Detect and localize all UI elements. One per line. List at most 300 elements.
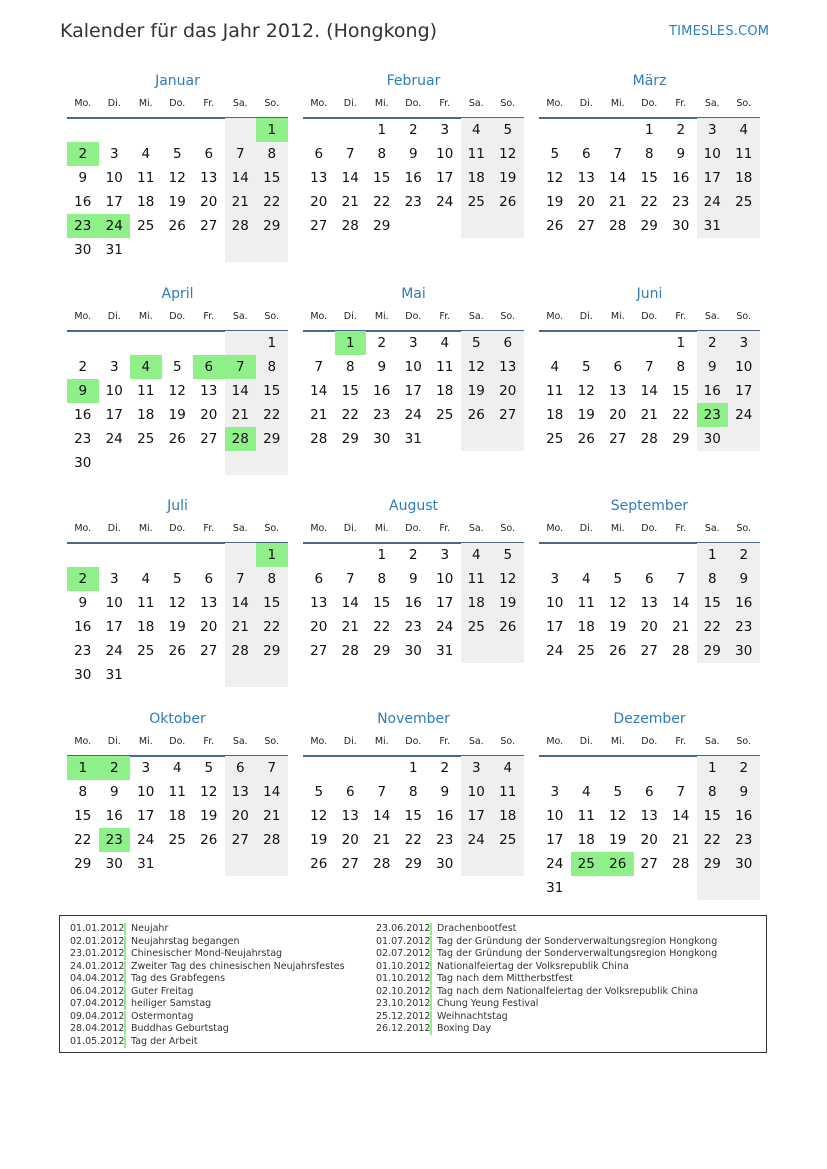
calendar-day: 6 [644,784,654,800]
calendar-day: 4 [461,543,493,567]
calendar-day: 17 [697,166,729,190]
calendar-day: 19 [609,832,627,848]
calendar-day: 12 [310,808,328,824]
calendar-day: 13 [200,383,218,399]
calendar-day: 7 [644,359,654,375]
calendar-day: 14 [341,170,359,186]
weekday-header: Do. [405,736,422,747]
weekday-header: Mo. [74,98,92,109]
calendar-day: 12 [168,383,186,399]
calendar-day: 3 [109,146,119,162]
weekday-header: Sa. [704,523,720,534]
calendar-day: 24 [105,643,123,659]
calendar-day: 20 [200,619,218,635]
calendar-day: 24 [137,832,155,848]
holiday-date: 06.04.2012 [70,985,125,997]
holiday-date: 01.05.2012 [70,1035,125,1047]
holiday-name: Ostermontag [131,1010,194,1022]
calendar-day: 7 [377,784,387,800]
weekday-header: Do. [641,736,658,747]
calendar-day: 27 [492,403,524,427]
calendar-day: 11 [137,170,155,186]
holiday-date: 04.04.2012 [70,973,125,984]
weekday-header: Mo. [546,311,564,322]
month-name: Juni [636,286,663,302]
calendar-day: 11 [461,567,493,591]
calendar-day: 13 [200,595,218,611]
calendar-day: 27 [609,431,627,447]
calendar-day: 28 [256,828,288,852]
calendar-day: 19 [168,407,186,423]
calendar-day: 19 [609,619,627,635]
weekday-header: Fr. [203,311,215,322]
calendar-day: 9 [697,355,729,379]
holiday-marker [430,986,432,998]
calendar-day: 23 [404,194,422,210]
holiday-date: 23.06.2012 [376,923,431,934]
calendar-day: 28 [341,643,359,659]
weekend-blank [225,451,257,475]
weekend-blank [225,543,257,567]
weekday-header: So. [500,736,516,747]
calendar-day: 8 [78,784,88,800]
holiday-date: 28.04.2012 [70,1023,125,1034]
calendar-day: 22 [74,832,92,848]
calendar-day: 1 [644,122,654,138]
holiday-date: 24.01.2012 [70,960,125,972]
calendar-day: 21 [672,832,690,848]
holiday-day: 23 [697,403,729,427]
calendar-day: 24 [461,828,493,852]
calendar-day: 27 [341,856,359,872]
calendar-day: 6 [314,146,324,162]
calendar-day: 4 [172,760,182,776]
calendar-day: 6 [492,331,524,355]
holiday-day: 2 [67,142,99,166]
calendar-day: 31 [697,214,729,238]
calendar-day: 10 [137,784,155,800]
weekend-blank [728,427,760,451]
calendar-day: 18 [728,166,760,190]
calendar-day: 20 [640,619,658,635]
calendar-day: 16 [697,379,729,403]
calendar-day: 29 [341,431,359,447]
calendar-day: 9 [728,567,760,591]
calendar-day: 3 [550,571,560,587]
weekday-header: Fr. [439,523,451,534]
calendar-day: 12 [492,567,524,591]
calendar-day: 30 [697,427,729,451]
calendar-day: 24 [404,407,422,423]
holiday-date: 23.01.2012 [70,948,125,959]
month-name: Mai [401,286,426,302]
calendar-day: 31 [546,880,564,896]
calendar-day: 7 [613,146,623,162]
calendar-day: 9 [440,784,450,800]
month-juli [67,498,288,698]
calendar-day: 16 [728,591,760,615]
holiday-name: Chinesischer Mond-Neujahrstag [131,948,283,959]
weekday-header: Mi. [610,523,625,534]
calendar-day: 17 [546,832,564,848]
calendar-day: 28 [640,431,658,447]
holiday-marker [430,948,432,960]
calendar-day: 6 [644,571,654,587]
calendar-day: 5 [204,760,214,776]
calendar-day: 30 [373,431,391,447]
weekday-header: So. [264,311,280,322]
weekday-header: Fr. [675,736,687,747]
calendar-day: 29 [697,639,729,663]
holiday-name: Boxing Day [437,1023,492,1034]
holiday-name: Buddhas Geburtstag [131,1023,229,1034]
calendar-day: 27 [640,643,658,659]
calendar-day: 14 [310,383,328,399]
calendar-day: 6 [225,756,257,780]
calendar-day: 2 [78,359,88,375]
weekday-header: So. [264,736,280,747]
calendar-day: 12 [492,142,524,166]
calendar-day: 25 [436,407,454,423]
calendar-day: 26 [200,832,218,848]
calendar-day: 21 [225,403,257,427]
calendar-day: 17 [546,619,564,635]
holiday-marker [124,1011,126,1023]
calendar-day: 4 [492,756,524,780]
calendar-day: 16 [728,804,760,828]
calendar-day: 28 [373,856,391,872]
calendar-day: 22 [256,615,288,639]
calendar-day: 18 [436,383,454,399]
holiday-list [59,915,767,1053]
calendar-day: 1 [377,122,387,138]
holiday-day: 9 [67,379,99,403]
holiday-name: heiliger Samstag [131,998,212,1009]
weekday-header: Di. [343,98,357,109]
holiday-date: 01.07.2012 [376,935,431,947]
weekday-header: Sa. [704,98,720,109]
calendar-day: 22 [373,194,391,210]
calendar-day: 3 [461,756,493,780]
weekday-header: So. [500,523,516,534]
brand-link[interactable]: TIMESLES.COM [669,24,770,39]
calendar-day: 19 [577,407,595,423]
calendar-day: 21 [310,407,328,423]
calendar-day: 13 [341,808,359,824]
weekday-header: Sa. [704,311,720,322]
holiday-day: 7 [225,355,257,379]
calendar-day: 30 [404,643,422,659]
calendar-day: 11 [436,359,454,375]
calendar-day: 16 [74,194,92,210]
weekday-header: Mi. [138,98,153,109]
calendar-day: 8 [408,784,418,800]
calendar-day: 13 [310,170,328,186]
calendar-day: 20 [609,407,627,423]
holiday-marker [124,1036,126,1048]
weekday-header: Di. [579,736,593,747]
weekend-blank [256,852,288,876]
calendar-day: 22 [697,828,729,852]
holiday-marker [430,1011,432,1023]
holiday-name: Guter Freitag [131,985,194,997]
calendar-day: 4 [581,784,591,800]
weekend-blank [728,876,760,900]
calendar-day: 15 [404,808,422,824]
calendar-day: 15 [640,170,658,186]
calendar-day: 30 [74,242,92,258]
calendar-day: 12 [577,383,595,399]
weekday-header: Mo. [546,98,564,109]
calendar-day: 7 [676,571,686,587]
calendar-day: 10 [436,146,454,162]
calendar-day: 23 [728,828,760,852]
holiday-date: 09.04.2012 [70,1010,125,1022]
calendar-day: 16 [373,383,391,399]
weekday-header: Fr. [439,736,451,747]
holiday-marker [124,936,126,948]
calendar-day: 9 [408,146,418,162]
calendar-day: 24 [436,619,454,635]
calendar-day: 14 [341,595,359,611]
calendar-day: 15 [74,808,92,824]
weekday-header: Fr. [203,523,215,534]
weekend-blank [461,214,493,238]
weekday-header: Mi. [138,311,153,322]
holiday-name: Neujahr [131,923,169,934]
holiday-name: Neujahrstag begangen [131,935,240,947]
month-name: September [610,498,689,514]
calendar-day: 7 [225,567,257,591]
calendar-day: 13 [492,355,524,379]
weekday-header: Mo. [310,523,328,534]
month-name: Februar [386,73,441,89]
holiday-date: 01.10.2012 [376,960,431,972]
weekend-blank [697,876,729,900]
calendar-day: 23 [436,832,454,848]
calendar-day: 3 [109,571,119,587]
holiday-marker [124,1023,126,1035]
weekday-header: Di. [579,98,593,109]
weekend-blank [225,118,257,142]
calendar-day: 23 [404,619,422,635]
weekday-header: Mi. [138,736,153,747]
calendar-day: 1 [377,547,387,563]
calendar-day: 14 [256,780,288,804]
calendar-day: 6 [204,571,214,587]
weekday-header: Mo. [546,736,564,747]
calendar-day: 10 [404,359,422,375]
calendar-day: 21 [609,194,627,210]
calendar-day: 6 [314,571,324,587]
weekday-header: Fr. [675,98,687,109]
calendar-day: 15 [256,166,288,190]
calendar-day: 31 [137,856,155,872]
holiday-marker [430,923,432,935]
calendar-day: 9 [78,170,88,186]
weekday-header: Sa. [704,736,720,747]
calendar-day: 29 [672,431,690,447]
calendar-day: 2 [676,122,686,138]
holiday-day: 4 [130,355,162,379]
weekday-header: Do. [169,311,186,322]
weekday-header: Sa. [468,736,484,747]
calendar-day: 6 [345,784,355,800]
calendar-day: 30 [728,639,760,663]
calendar-day: 8 [256,142,288,166]
holiday-marker [430,998,432,1010]
weekday-header: Do. [405,311,422,322]
weekday-header: Sa. [468,523,484,534]
month-februar [303,73,524,273]
month-dezember [539,711,760,911]
holiday-day: 25 [571,852,603,876]
holiday-marker [430,936,432,948]
calendar-day: 3 [109,359,119,375]
weekend-blank [225,663,257,687]
month-juni [539,286,760,486]
calendar-day: 15 [256,591,288,615]
calendar-day: 8 [256,567,288,591]
month-name: Oktober [149,711,206,727]
calendar-day: 19 [492,166,524,190]
calendar-day: 11 [137,595,155,611]
calendar-day: 10 [105,383,123,399]
calendar-day: 22 [373,619,391,635]
calendar-day: 29 [640,218,658,234]
weekend-blank [492,852,524,876]
calendar-day: 15 [672,383,690,399]
month-name: August [389,498,438,514]
weekday-header: Di. [579,523,593,534]
holiday-marker [124,998,126,1010]
calendar-day: 16 [105,808,123,824]
holiday-date: 25.12.2012 [376,1010,431,1022]
calendar-day: 15 [373,595,391,611]
calendar-day: 3 [550,784,560,800]
month-name: Juli [167,498,188,514]
calendar-day: 17 [137,808,155,824]
calendar-day: 19 [168,619,186,635]
weekday-header: Mi. [374,98,389,109]
calendar-day: 9 [408,571,418,587]
calendar-day: 24 [728,403,760,427]
weekday-header: Do. [641,311,658,322]
calendar-day: 7 [314,359,324,375]
calendar-day: 20 [492,379,524,403]
holiday-marker [430,961,432,973]
calendar-day: 8 [697,567,729,591]
calendar-day: 1 [697,756,729,780]
calendar-day: 23 [728,615,760,639]
calendar-day: 10 [697,142,729,166]
calendar-day: 29 [373,218,391,234]
month-name: März [632,73,667,89]
calendar-day: 19 [461,379,493,403]
calendar-day: 21 [373,832,391,848]
calendar-day: 7 [345,146,355,162]
calendar-day: 15 [373,170,391,186]
calendar-day: 5 [492,543,524,567]
calendar-day: 16 [672,170,690,186]
weekday-header: Fr. [675,311,687,322]
weekday-header: So. [736,98,752,109]
calendar-day: 21 [225,190,257,214]
weekday-header: Sa. [232,98,248,109]
calendar-day: 9 [109,784,119,800]
calendar-day: 11 [577,595,595,611]
calendar-day: 19 [200,808,218,824]
calendar-day: 23 [672,194,690,210]
calendar-day: 21 [225,615,257,639]
holiday-name: Tag der Gründung der Sonderverwaltungsregion Hongkong [437,948,718,959]
calendar-day: 1 [408,760,418,776]
calendar-day: 22 [341,407,359,423]
calendar-day: 2 [728,543,760,567]
month-name: November [377,711,450,727]
calendar-day: 29 [697,852,729,876]
calendar-day: 24 [436,194,454,210]
calendar-day: 17 [404,383,422,399]
calendar-day: 5 [172,146,182,162]
calendar-day: 12 [461,355,493,379]
calendar-day: 15 [341,383,359,399]
calendar-day: 14 [225,379,257,403]
calendar-day: 10 [105,170,123,186]
calendar-day: 14 [640,383,658,399]
calendar-day: 27 [577,218,595,234]
weekday-header: Mo. [74,736,92,747]
weekend-blank [728,214,760,238]
calendar-day: 18 [168,808,186,824]
calendar-day: 16 [404,595,422,611]
calendar-day: 31 [404,431,422,447]
holiday-date: 07.04.2012 [70,998,125,1009]
holiday-day: 23 [99,828,131,852]
calendar-day: 20 [310,619,328,635]
month-august [303,498,524,698]
weekend-blank [225,238,257,262]
calendar-day: 22 [256,190,288,214]
calendar-day: 20 [310,194,328,210]
calendar-day: 26 [168,218,186,234]
calendar-day: 26 [492,190,524,214]
calendar-day: 28 [310,431,328,447]
calendar-day: 5 [581,359,591,375]
calendar-day: 15 [697,804,729,828]
calendar-day: 16 [74,619,92,635]
calendar-day: 11 [546,383,564,399]
calendar-day: 10 [728,355,760,379]
calendar-day: 25 [137,643,155,659]
calendar-day: 18 [577,619,595,635]
holiday-day: 1 [67,756,99,780]
holiday-date: 01.01.2012 [70,923,125,934]
calendar-day: 29 [256,214,288,238]
weekday-header: Mi. [374,311,389,322]
weekday-header: Mi. [138,523,153,534]
calendar-day: 29 [373,643,391,659]
calendar-day: 10 [461,780,493,804]
calendar-day: 6 [204,146,214,162]
weekday-header: Do. [641,523,658,534]
calendar-day: 29 [74,856,92,872]
calendar-day: 17 [436,595,454,611]
weekday-header: Mo. [546,523,564,534]
holiday-day: 1 [256,543,288,567]
calendar-day: 5 [613,784,623,800]
calendar-day: 25 [577,643,595,659]
